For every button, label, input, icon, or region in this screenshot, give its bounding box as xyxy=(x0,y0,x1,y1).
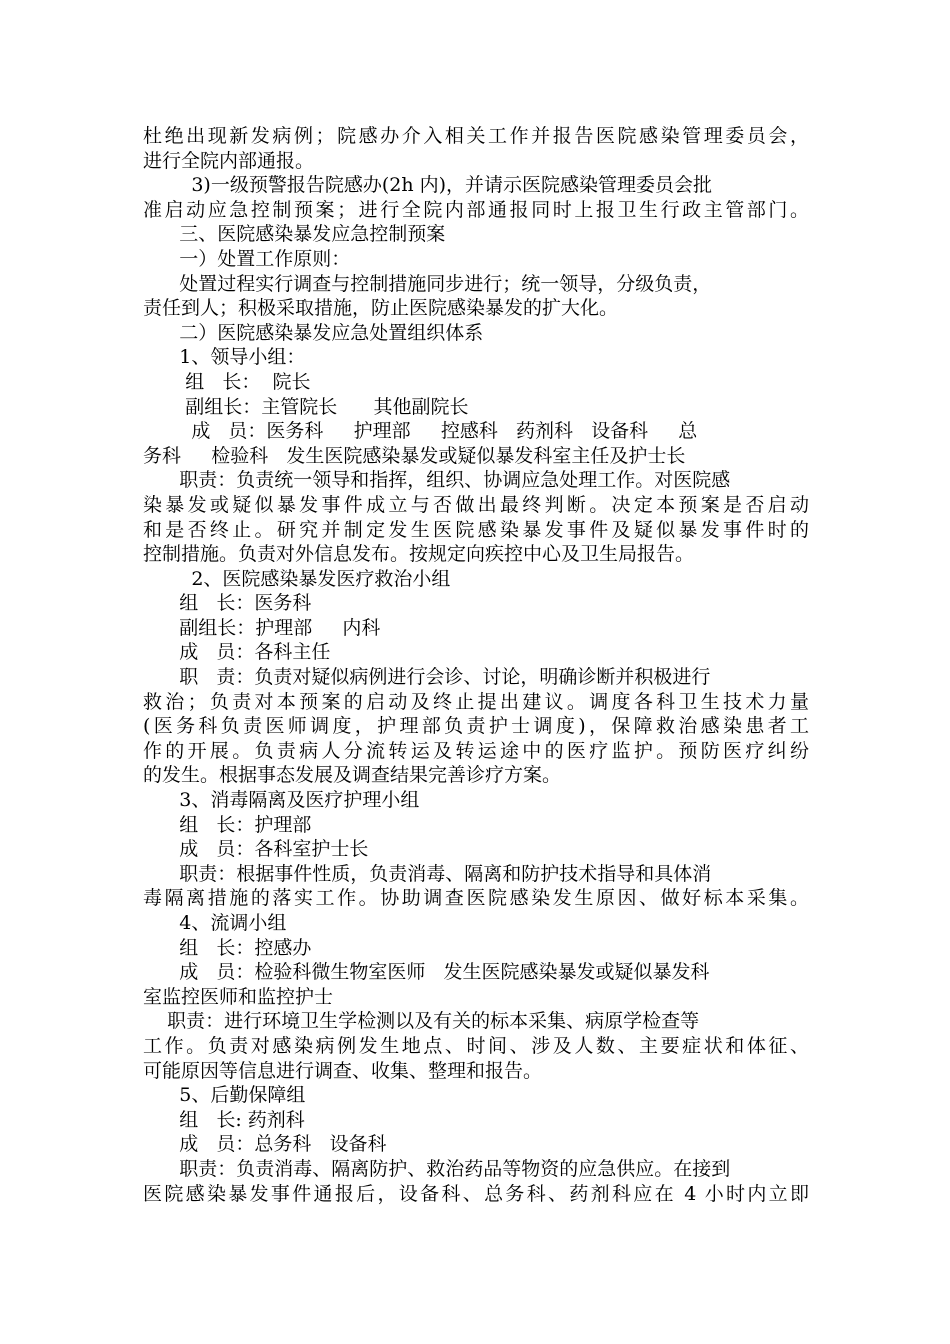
text-line: 4、流调小组 xyxy=(143,912,287,934)
text-line: 责任到人；积极采取措施，防止医院感染暴发的扩大化。 xyxy=(143,297,619,320)
text-line: 医院感染暴发事件通报后，设备科、总务科、药剂科应在 4 小时内立即 xyxy=(143,1182,809,1205)
text-line: 室监控医师和监控护士 xyxy=(143,985,334,1008)
text-line: 职责：进行环境卫生学检测以及有关的标本采集、病原学检查等 xyxy=(143,1010,700,1033)
text-line: 1、领导小组： xyxy=(143,346,306,369)
text-line: 组 长：护理部 xyxy=(143,813,312,836)
text-line: 准启动应急控制预案；进行全院内部通报同时上报卫生行政主管部门。 xyxy=(143,198,809,221)
text-line: 毒隔离措施的落实工作。协助调查医院感染发生原因、做好标本采集。 xyxy=(143,887,809,910)
text-line: 杜绝出现新发病例；院感办介入相关工作并报告医院感染管理委员会， xyxy=(143,125,809,147)
text-line: 组 长： 院长 xyxy=(143,370,311,393)
text-line: 三、医院感染暴发应急控制预案 xyxy=(143,223,446,246)
text-line: 作的开展。负责病人分流转运及转运途中的医疗监护。预防医疗纠纷 xyxy=(143,739,809,762)
text-line: 救治；负责对本预案的启动及终止提出建议。调度各科卫生技术力量 xyxy=(143,690,809,713)
text-line: 成 员：各科主任 xyxy=(143,641,331,664)
text-line: 3)一级预警报告院感办(2h 内)，并请示医院感染管理委员会批 xyxy=(143,174,713,197)
text-line: 成 员：医务科 护理部 控感科 药剂科 设备科 总 xyxy=(143,420,698,443)
text-line: 副组长：主管院长 其他副院长 xyxy=(143,395,469,418)
text-line: 职 责：负责对疑似病例进行会诊、讨论，明确诊断并积极进行 xyxy=(143,666,711,689)
text-line: 可能原因等信息进行调查、收集、整理和报告。 xyxy=(143,1059,543,1082)
text-line: 控制措施。负责对外信息发布。按规定向疾控中心及卫生局报告。 xyxy=(143,543,695,566)
text-line: 染暴发或疑似暴发事件成立与否做出最终判断。决定本预案是否启动 xyxy=(143,493,809,516)
text-line: 组 长：医务科 xyxy=(143,592,312,615)
text-line: 组 长: 药剂科 xyxy=(143,1108,305,1131)
text-line: 成 员：各科室护士长 xyxy=(143,838,369,861)
text-line: 5、后勤保障组 xyxy=(143,1084,306,1107)
text-line: 成 员：检验科微生物室医师 发生医院感染暴发或疑似暴发科 xyxy=(143,961,710,984)
text-line: 的发生。根据事态发展及调查结果完善诊疗方案。 xyxy=(143,764,562,787)
document-body xyxy=(143,124,809,1206)
text-line: 3、消毒隔离及医疗护理小组 xyxy=(143,789,420,812)
text-line: 副组长：护理部 内科 xyxy=(143,616,381,639)
text-line: 和是否终止。研究并制定发生医院感染暴发事件及疑似暴发事件时的 xyxy=(143,518,809,541)
text-line: 职责：根据事件性质，负责消毒、隔离和防护技术指导和具体消 xyxy=(143,862,712,885)
text-line: (医务科负责医师调度，护理部负责护士调度)，保障救治感染患者工 xyxy=(143,715,809,738)
text-line: 一）处置工作原则： xyxy=(143,247,351,270)
text-line: 2、医院感染暴发医疗救治小组 xyxy=(143,567,451,590)
text-line: 工作。负责对感染病例发生地点、时间、涉及人数、主要症状和体征、 xyxy=(143,1034,809,1057)
text-line: 务科 检验科 发生医院感染暴发或疑似暴发科室主任及护士长 xyxy=(143,444,686,467)
text-line: 进行全院内部通报。 xyxy=(143,149,315,172)
text-line: 组 长：控感办 xyxy=(143,936,312,959)
text-line: 二）医院感染暴发应急处置组织体系 xyxy=(143,321,484,344)
text-line: 职责：负责消毒、隔离防护、救治药品等物资的应急供应。在接到 xyxy=(143,1157,731,1180)
text-line: 处置过程实行调查与控制措施同步进行；统一领导，分级负责， xyxy=(143,272,712,295)
text-line: 职责：负责统一领导和指挥，组织、协调应急处理工作。对医院感 xyxy=(143,469,731,492)
text-line: 成 员：总务科 设备科 xyxy=(143,1133,387,1156)
